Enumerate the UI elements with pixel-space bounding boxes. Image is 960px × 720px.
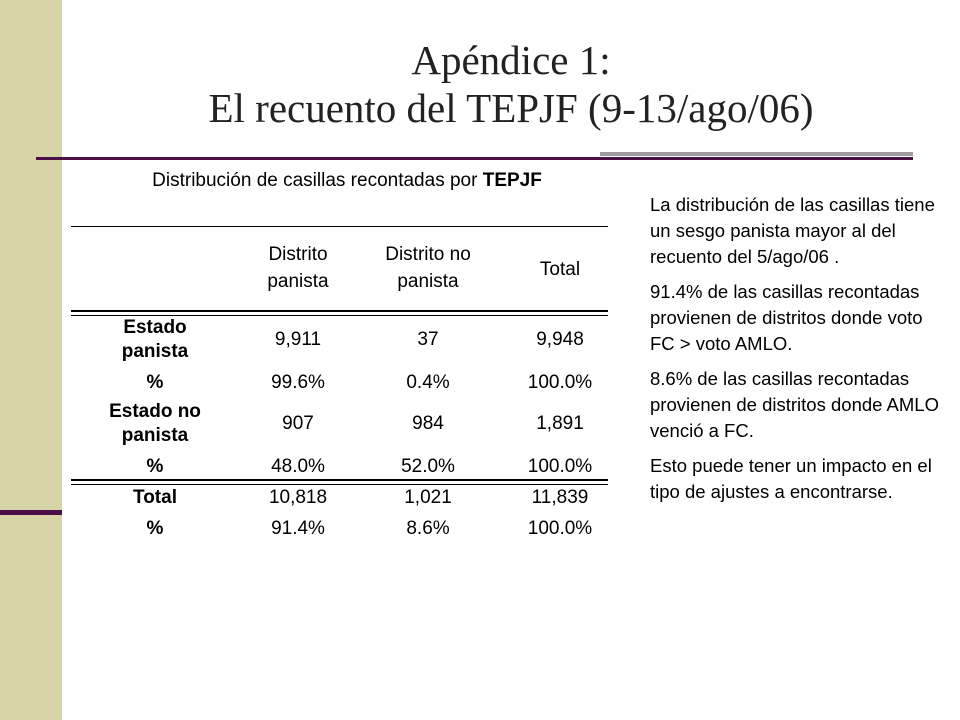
column-header-distrito-no-panista <box>368 241 488 295</box>
table-cell: 1,021 <box>404 487 452 508</box>
title-underline-shadow <box>600 152 913 156</box>
note-paragraph: La distribución de las casillas tiene un sesgo panista mayor al del recuento del 5/ago/06 . <box>650 194 935 267</box>
row-label-percent: % <box>146 456 164 477</box>
row-label-line: panista <box>121 425 189 446</box>
row-label-estado-no-panista <box>80 400 230 448</box>
decorative-sidebar <box>0 0 62 720</box>
table-cell: 48.0% <box>271 456 325 477</box>
table-cell: 52.0% <box>401 456 455 477</box>
column-header-line: Distrito <box>268 244 328 265</box>
table-cell: 984 <box>412 413 444 434</box>
note-paragraph: 8.6% de las casillas recontadas provienen de distritos donde AMLO venció a FC. <box>650 368 939 441</box>
table-cell: 91.4% <box>271 518 325 539</box>
table-cell: 10,818 <box>268 487 328 508</box>
row-label-line: Estado <box>123 317 187 338</box>
column-header-total <box>495 256 625 283</box>
row-label-estado-panista <box>80 316 230 364</box>
table-cell: 1,891 <box>536 413 584 434</box>
table-title-text: Distribución de casillas recontadas por <box>152 170 483 191</box>
table-cell: 8.6% <box>406 518 450 539</box>
note-paragraph: 91.4% de las casillas recontadas provienen de distritos donde voto FC > voto AMLO. <box>650 281 923 354</box>
column-header-line: panista <box>397 271 459 292</box>
table-rule-top <box>71 226 608 227</box>
slide-title-line1: Apéndice 1: <box>411 37 611 83</box>
table-cell: 100.0% <box>527 456 593 477</box>
sidebar-accent-line <box>0 510 62 515</box>
table-title-bold: TEPJF <box>482 170 542 191</box>
title-underline <box>36 157 913 160</box>
row-label-percent: % <box>146 372 164 393</box>
column-header-distrito-panista <box>238 241 358 295</box>
row-label-line: Estado no <box>109 401 201 422</box>
column-header-line: Total <box>539 259 581 280</box>
table-cell: 9,948 <box>536 329 584 350</box>
row-label-total: Total <box>133 487 177 508</box>
table-cell: 0.4% <box>406 372 450 393</box>
table-title <box>74 168 620 194</box>
table-cell: 100.0% <box>527 372 593 393</box>
table-cell: 11,839 <box>531 487 589 508</box>
table-cell: 907 <box>282 413 314 434</box>
column-header-line: Distrito no <box>385 244 471 265</box>
column-header-line: panista <box>267 271 329 292</box>
slide-title <box>62 36 960 132</box>
slide-title-line2: El recuento del TEPJF (9-13/ago/06) <box>208 85 814 131</box>
table-cell: 99.6% <box>271 372 325 393</box>
row-label-percent: % <box>146 518 164 539</box>
table-cell: 100.0% <box>527 518 593 539</box>
note-paragraph: Esto puede tener un impacto en el tipo de ajustes a encontrarse. <box>650 455 932 502</box>
table-rule-total-1 <box>71 479 608 481</box>
table-cell: 9,911 <box>274 329 322 350</box>
notes-panel <box>650 192 950 514</box>
table-rule-total-2 <box>71 484 608 485</box>
row-label-line: panista <box>121 341 189 362</box>
table-cell: 37 <box>417 329 439 350</box>
table-rule-header-1 <box>71 310 608 312</box>
